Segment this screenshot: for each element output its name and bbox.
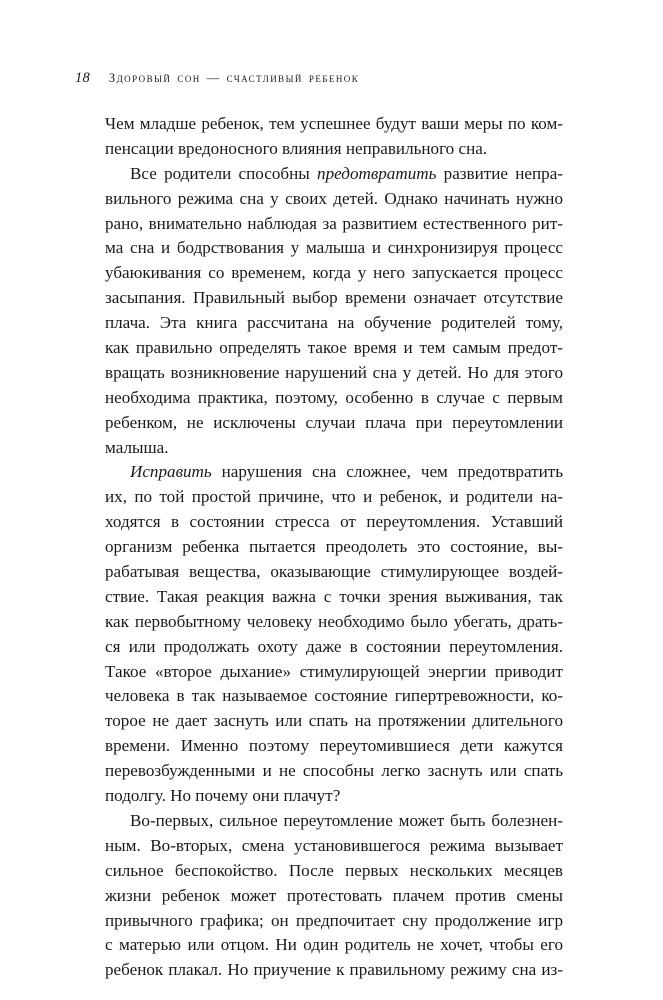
running-head	[75, 70, 575, 92]
text-line: привычного графика; он предпочитает сну продолжение игр	[105, 910, 563, 930]
text-line: жизни ребенок может протестовать плачем против смены	[105, 885, 563, 905]
text-line: сильное беспокойство. После первых нескольких месяцев	[105, 860, 563, 880]
text-line: Все родители способны предотвратить развитие непра-	[130, 163, 563, 183]
text-line: рабатывая вещества, оказывающие стимулирующее воздей-	[105, 562, 563, 582]
text-line: ся или продолжать охоту даже в состоянии переутомления.	[105, 636, 563, 656]
emphasis-text: Исправить	[130, 462, 212, 482]
text-line: ребенком, не исключены случаи плача при переутомлении	[105, 412, 563, 432]
text-line: вильного режима сна у своих детей. Однако начинать нужно	[105, 188, 563, 208]
text-line: с матерью или отцом. Ни один родитель не хочет, чтобы его	[105, 935, 563, 955]
text-line: убаюкивания со временем, когда у него запускается процесс	[105, 263, 563, 283]
text-line: торое не дает заснуть или спать на протяжении длительного	[105, 711, 563, 731]
text-line: как правильно определять такое время и тем самым предот-	[105, 338, 563, 358]
text-line: засыпания. Правильный выбор времени означает отсутствие	[105, 288, 563, 308]
text-line: времени. Именно поэтому переутомившиеся дети кажутся	[105, 736, 563, 756]
text-line: ным. Во-вторых, смена установившегося режима вызывает	[105, 835, 563, 855]
text-line: вращать возникновение нарушений сна у детей. Но для этого	[105, 362, 563, 382]
text-line: ребенок плакал. Но приучение к правильному режиму сна из-	[105, 960, 563, 980]
text-line: малыша.	[105, 437, 169, 457]
text-line: как первобытному человеку необходимо было убегать, драть-	[105, 611, 563, 631]
text-line: необходима практика, поэтому, особенно в случае с первым	[105, 387, 563, 407]
text-line: плача. Эта книга рассчитана на обучение родителей тому,	[105, 313, 563, 333]
paragraph	[105, 162, 563, 461]
paragraph	[105, 112, 563, 162]
text-line: Во-первых, сильное переутомление может быть болезнен-	[130, 810, 563, 830]
text-line: организм ребенка пытается преодолеть это состояние, вы-	[105, 537, 563, 557]
text-line: подолгу. Но почему они плачут?	[105, 786, 341, 806]
text-line: Чем младше ребенок, тем успешнее будут ваши меры по ком-	[105, 114, 563, 133]
text-line: Исправить нарушения сна сложнее, чем предотвратить	[130, 462, 563, 482]
text-line: пенсации вредоносного влияния неправильного сна.	[105, 138, 488, 158]
text-line: рано, внимательно наблюдая за развитием естественного рит-	[105, 213, 563, 233]
text-line: человека в так называемое состояние гипертревожности, ко-	[105, 686, 563, 706]
text-line: ходятся в состоянии стресса от переутомления. Уставший	[105, 512, 563, 532]
text-line: Такое «второе дыхание» стимулирующей энергии приводит	[105, 661, 563, 681]
paragraph	[105, 809, 563, 983]
text-line: их, по той простой причине, что и ребенок, и родители на-	[105, 487, 563, 507]
page-number: 18	[75, 70, 90, 86]
paragraph	[105, 460, 563, 808]
text-line: перевозбужденными и не способны легко заснуть или спать	[105, 761, 563, 781]
text-line: ма сна и бодрствования у малыша и синхронизируя процесс	[105, 238, 563, 258]
running-head-title: Здоровый сон — счастливый ребенок	[108, 71, 360, 85]
body-text-block	[105, 112, 563, 983]
text-line: ствие. Такая реакция важна с точки зрения выживания, так	[105, 586, 563, 606]
emphasis-text: предотвратить	[317, 163, 437, 183]
